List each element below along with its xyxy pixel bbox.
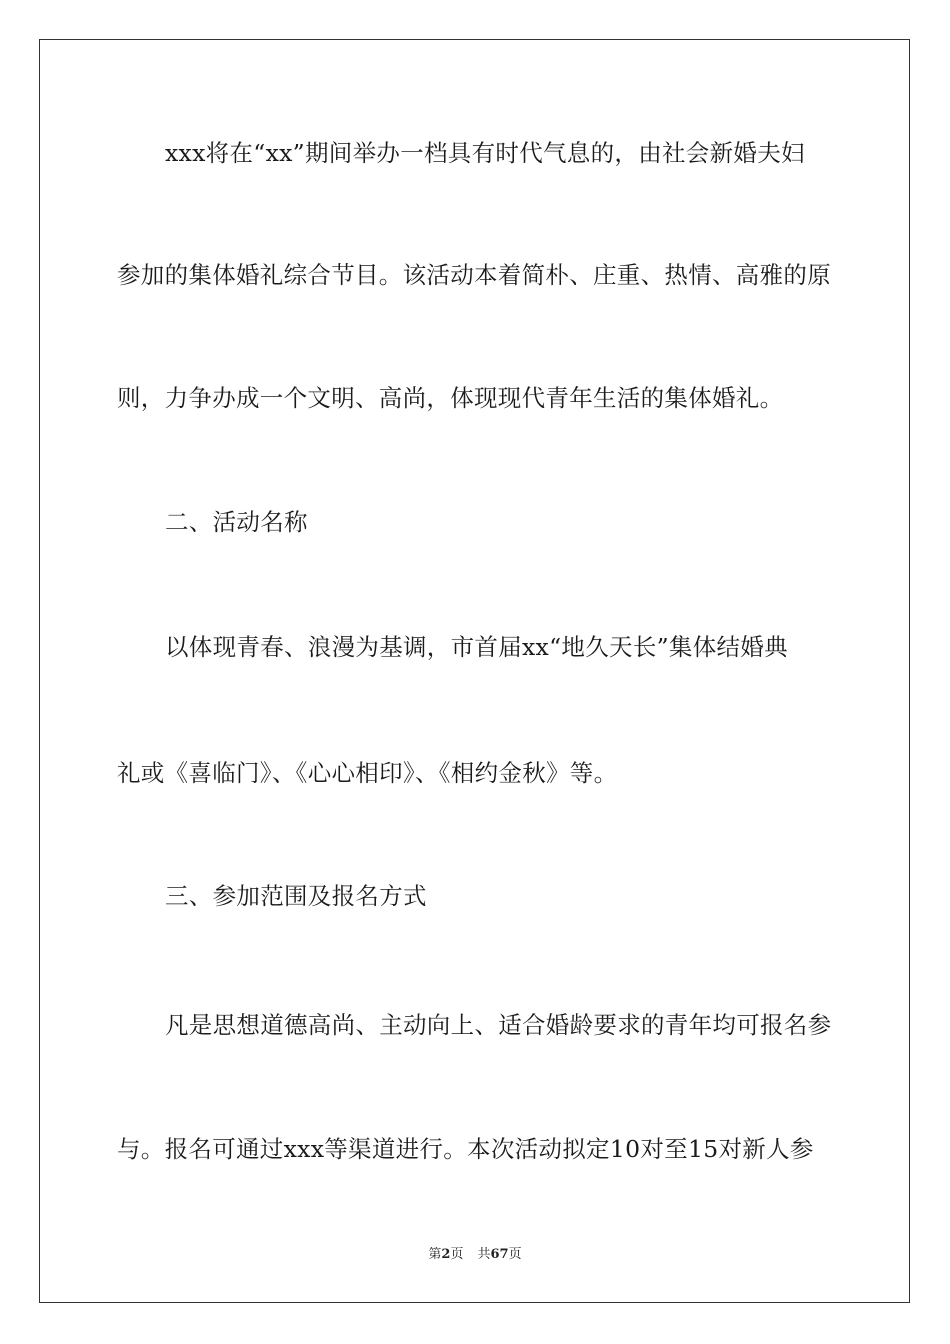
total-prefix: 共 — [477, 1247, 491, 1262]
page-prefix: 第 — [428, 1247, 442, 1262]
paragraph-line: 则，力争办成一个文明、高尚，体现现代青年生活的集体婚礼。 — [117, 384, 784, 412]
page-suffix: 页 — [450, 1247, 464, 1262]
paragraph-line: 参加的集体婚礼综合节目。该活动本着简朴、庄重、热情、高雅的原 — [117, 261, 831, 289]
page-footer — [0, 1246, 950, 1264]
page-number: 2 — [441, 1247, 451, 1262]
paragraph-line: 凡是思想道德高尚、主动向上、适合婚龄要求的青年均可报名参 — [165, 1011, 832, 1039]
paragraph-line: xxx将在“xx”期间举办一档具有时代气息的，由社会新婚夫妇 — [165, 139, 805, 167]
page-border — [39, 39, 910, 1303]
paragraph-line: 与。报名可通过xxx等渠道进行。本次活动拟定10对至15对新人参 — [117, 1135, 814, 1163]
total-pages: 67 — [490, 1247, 509, 1262]
section-heading: 三、参加范围及报名方式 — [165, 882, 427, 910]
paragraph-line: 以体现青春、浪漫为基调，市首届xx“地久天长”集体结婚典 — [165, 633, 788, 661]
total-suffix: 页 — [508, 1247, 522, 1262]
section-heading: 二、活动名称 — [165, 508, 308, 536]
paragraph-line: 礼或《喜临门》、《心心相印》、《相约金秋》等。 — [117, 759, 618, 787]
